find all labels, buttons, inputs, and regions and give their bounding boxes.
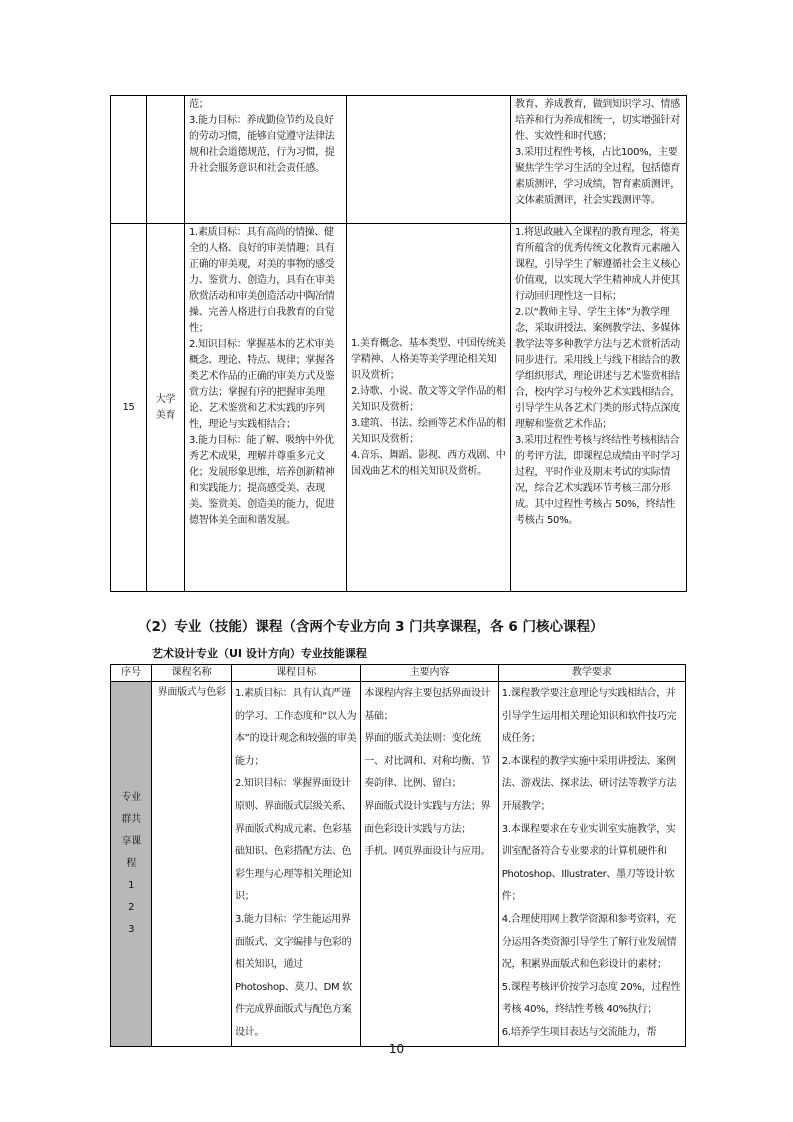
teaching-requirements [511, 224, 687, 592]
header-course-name: 课程名称 [152, 665, 232, 682]
group-label [111, 682, 152, 1047]
group-label-line: 程 [126, 858, 137, 869]
table-row [111, 224, 687, 592]
requirement-item: 1.将思政融入全课程的教育理念，将美育所蕴含的优秀传统文化教育元素融入课程，引导学生了解遵循社会主义核心价值观，以实现大学生精神成人并使其行动回归理性这一目标； [515, 227, 680, 302]
content-item: 1.美育概念、基本类型、中国传统美学精神、人格美等美学理论相关知识及赏析； [351, 337, 506, 381]
course-content [361, 682, 499, 1047]
objective-item: 1.素质目标：具有高尚的情操、健全的人格、良好的审美情趣；具有正确的审美观，对美的事物的感受力、鉴赏力、创造力，具有在审美欣赏活动和审美创造活动中陶冶情操、完善人格进行自我教育的自觉性； [189, 227, 335, 334]
course-objectives [185, 96, 347, 224]
content-item: 4.音乐、舞蹈、影视、西方戏剧、中国戏曲艺术的相关知识及赏析。 [351, 449, 506, 477]
group-label-line: 享课 [121, 836, 141, 847]
table-caption: 艺术设计专业（UI 设计方向）专业技能课程 [152, 647, 367, 660]
section-heading: （2）专业（技能）课程（含两个专业方向 3 门共享课程，各 6 门核心课程） [138, 619, 604, 635]
course-objectives [231, 682, 360, 1047]
requirement-item: 4.合理使用网上教学资源和参考资料，充分运用各类资源引导学生了解行业发展情况，积累界面版式和色彩设计的素材； [501, 913, 677, 971]
content-item: 本课程内容主要包括界面设计基础； [364, 688, 491, 722]
course-table-professional [110, 664, 686, 1047]
requirement-item: 5.课程考核评价按学习态度 20%，过程性考核 40%，终结性考核 40%执行； [501, 981, 681, 1016]
header-content: 主要内容 [361, 665, 499, 682]
requirement-item: 教育、养成教育，做到知识学习、情感培养和行为养成相统一，切实增强针对性、实效性和时代感； [515, 99, 680, 142]
requirement-item: 2.以“教师主导、学生主体”为教学理念，采取讲授法、案例教学法、多媒体教学法等多种教学方法与艺术赏析活动同步进行。采用线上与线下相结合的教学组织形式，理论讲述与艺术鉴赏相结合，校内学习与校外艺术实践相结合，引导学生从各艺术门类的形式特点深度理解和鉴赏艺术作品； [515, 307, 680, 430]
header-number: 序号 [111, 665, 152, 682]
objective-item: 3.能力目标：能了解、吸纳中外优秀艺术成果，理解并尊重多元文化；发展形象思维，培养创新精神和实践能力；提高感受美、表现美、鉴赏美、创造美的能力，促进德智体美全面和谐发展。 [189, 435, 335, 526]
content-item: 界面版式设计实践与方法；界面色彩设计实践与方法； [364, 800, 491, 835]
group-label-line: 3 [128, 924, 135, 935]
table-header-row [111, 665, 686, 682]
requirement-item: 1.课程教学要注意理论与实践相结合，并引导学生运用相关理论知识和软件技巧完成任务； [501, 688, 677, 745]
row-number: 15 [111, 224, 147, 592]
header-requirements: 教学要求 [498, 665, 685, 682]
requirement-item: 2.本课程的教学实施中采用讲授法、案例法、游戏法、探求法、研讨法等教学方法开展教学； [501, 755, 677, 812]
content-item: 手机、网页界面设计与应用。 [364, 846, 491, 858]
requirement-item: 3.采用过程性考核，占比100%，主要聚焦学生学习生活的全过程，包括德育素质测评，学习成绩，智育素质测评，文体素质测评，社会实践测评等。 [515, 147, 680, 206]
table-row [111, 96, 687, 224]
course-content [347, 224, 511, 592]
page-number: 10 [388, 1042, 405, 1056]
requirement-item: 3.采用过程性考核与终结性考核相结合的考评方法，即课程总成绩由平时学习过程，平时作业及期末考试的实际情况，综合艺术实践环节考核三部分形成。其中过程性考核占 50%，终结性考核占 50%。 [515, 435, 680, 526]
content-item: 界面的版式美法则：变化统一、对比调和、对称均衡、节奏韵律、比例、留白； [364, 733, 491, 790]
objective-item: 3.能力目标：养成勤俭节约及良好的劳动习惯，能够自觉遵守法律法规和社会道德规范，行为习惯，提升社会服务意识和社会责任感。 [189, 115, 335, 174]
teaching-requirements [498, 682, 685, 1047]
teaching-requirements [511, 96, 687, 224]
course-content [347, 96, 511, 224]
objective-item: 1.素质目标：具有认真严谨的学习、工作态度和“以人为本”的设计观念和较强的审美能力； [234, 688, 357, 767]
objective-item: 3.能力目标：学生能运用界面版式、文字编排与色彩的相关知识，通过 Photoshop、莫刀、DM 软件完成界面版式与配色方案设计。 [234, 913, 352, 1038]
course-name [147, 96, 185, 224]
group-label-line: 专业 [121, 792, 141, 803]
group-label-line: 群共 [121, 814, 141, 825]
content-item: 3.建筑、书法、绘画等艺术作品的相关知识及赏析； [351, 417, 506, 445]
row-number [111, 96, 147, 224]
course-objectives [185, 224, 347, 592]
course-name: 界面版式与色彩 [152, 682, 232, 1047]
content-item: 2.诗歌、小说、散文等文学作品的相关知识及赏析； [351, 385, 506, 413]
course-name: 大学美育 [147, 224, 185, 592]
objective-item: 2.知识目标：掌握界面设计原则、界面版式层级关系、界面版式构成元素、色彩基础知识、色彩搭配方法、色彩生理与心理等相关理论知识； [234, 778, 352, 903]
objective-item: 范； [189, 99, 209, 110]
group-label-line: 1 [128, 880, 135, 891]
group-label-line: 2 [128, 902, 135, 913]
table-row [111, 682, 686, 1047]
objective-item: 2.知识目标：掌握基本的艺术审美概念、理论、特点、规律；掌握各类艺术作品的正确的审美方式及鉴赏方法；掌握有序的把握审美理论、艺术鉴赏和艺术实践的序列性，理论与实践相结合； [189, 339, 335, 430]
requirement-item: 6.培养学生项目表达与交流能力，帮 [501, 1026, 657, 1038]
course-table-general [110, 95, 687, 592]
header-objectives: 课程目标 [231, 665, 360, 682]
requirement-item: 3.本课程要求在专业实训室实施教学，实训室配备符合专业要求的计算机硬件和 Photoshop、Illustrater、墨刀等设计软件； [501, 823, 676, 903]
